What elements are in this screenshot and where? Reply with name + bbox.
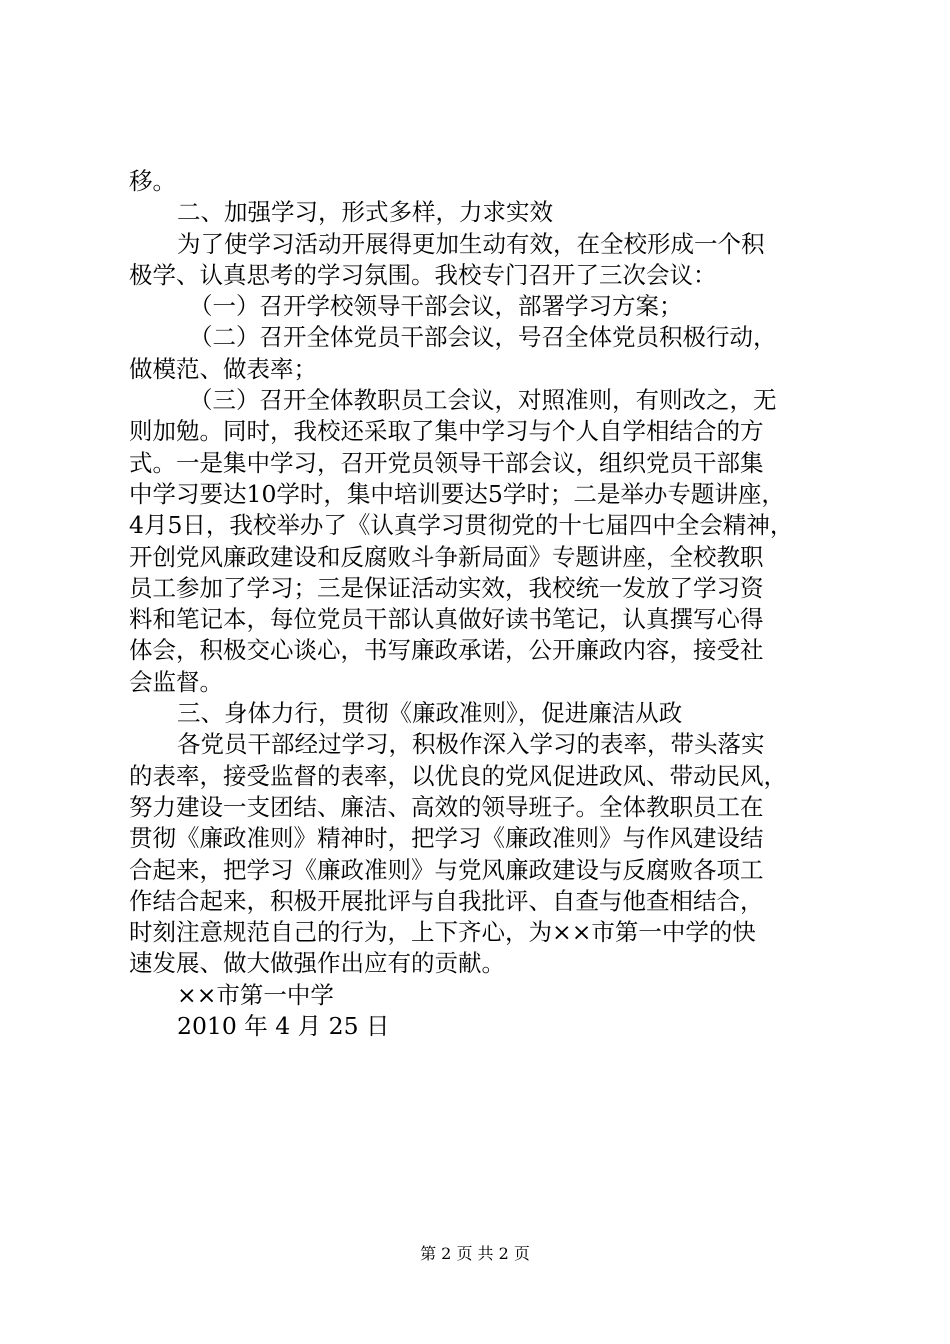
body-line: 则加勉。同时，我校还采取了集中学习与个人自学相结合的方: [129, 417, 764, 446]
body-line: 式。一是集中学习，召开党员领导干部会议，组织党员干部集: [129, 448, 764, 477]
body-line: 移。: [129, 167, 176, 195]
body-line: 合起来，把学习《廉政准则》与党风廉政建设与反腐败各项工: [129, 855, 764, 884]
body-line: 努力建设一支团结、廉洁、高效的领导班子。全体教职员工在: [129, 792, 764, 821]
list-item-1: （一）召开学校领导干部会议，部署学习方案；: [189, 292, 683, 321]
body-line: 为了使学习活动开展得更加生动有效，在全校形成一个积: [177, 229, 765, 258]
body-line: 做模范、做表率；: [129, 354, 317, 383]
body-line: 时刻注意规范自己的行为，上下齐心，为××市第一中学的快: [129, 918, 756, 947]
document-body: [129, 166, 829, 1042]
section-heading-2: 二、加强学习，形式多样，力求实效: [177, 198, 553, 227]
signature-organization: ××市第一中学: [177, 980, 334, 1009]
body-line: 各党员干部经过学习，积极作深入学习的表率，带头落实: [177, 730, 765, 759]
body-line: 料和笔记本，每位党员干部认真做好读书笔记，认真撰写心得: [129, 605, 764, 634]
section-heading-3: 三、身体力行，贯彻《廉政准则》，促进廉洁从政: [177, 699, 683, 728]
body-line: 体会，积极交心谈心，书写廉政承诺，公开廉政内容，接受社: [129, 636, 764, 665]
list-item-2: （二）召开全体党员干部会议，号召全体党员积极行动，: [189, 323, 777, 352]
body-line: 员工参加了学习；三是保证活动实效，我校统一发放了学习资: [129, 573, 764, 602]
body-line: 作结合起来，积极开展批评与自我批评、自查与他查相结合，: [129, 886, 764, 915]
body-line: 会监督。: [129, 667, 223, 696]
body-line: 的表率，接受监督的表率，以优良的党风促进政风、带动民风，: [129, 761, 787, 790]
body-line: 开创党风廉政建设和反腐败斗争新局面》专题讲座，全校教职: [129, 542, 764, 571]
body-line: 中学习要达10学时，集中培训要达5学时；二是举办专题讲座，: [129, 479, 785, 508]
list-item-3: （三）召开全体教职员工会议，对照准则，有则改之，无: [189, 386, 777, 415]
page-number-footer: 第 2 页 共 2 页: [420, 1244, 530, 1263]
signature-date: 2010 年 4 月 25 日: [177, 1012, 390, 1041]
body-line: 贯彻《廉政准则》精神时，把学习《廉政准则》与作风建设结: [129, 824, 764, 853]
body-line: 极学、认真思考的学习氛围。我校专门召开了三次会议：: [129, 260, 717, 289]
body-line: 速发展、做大做强作出应有的贡献。: [129, 949, 505, 978]
body-line: 4月5日，我校举办了《认真学习贯彻党的十七届四中全会精神，: [129, 511, 794, 540]
